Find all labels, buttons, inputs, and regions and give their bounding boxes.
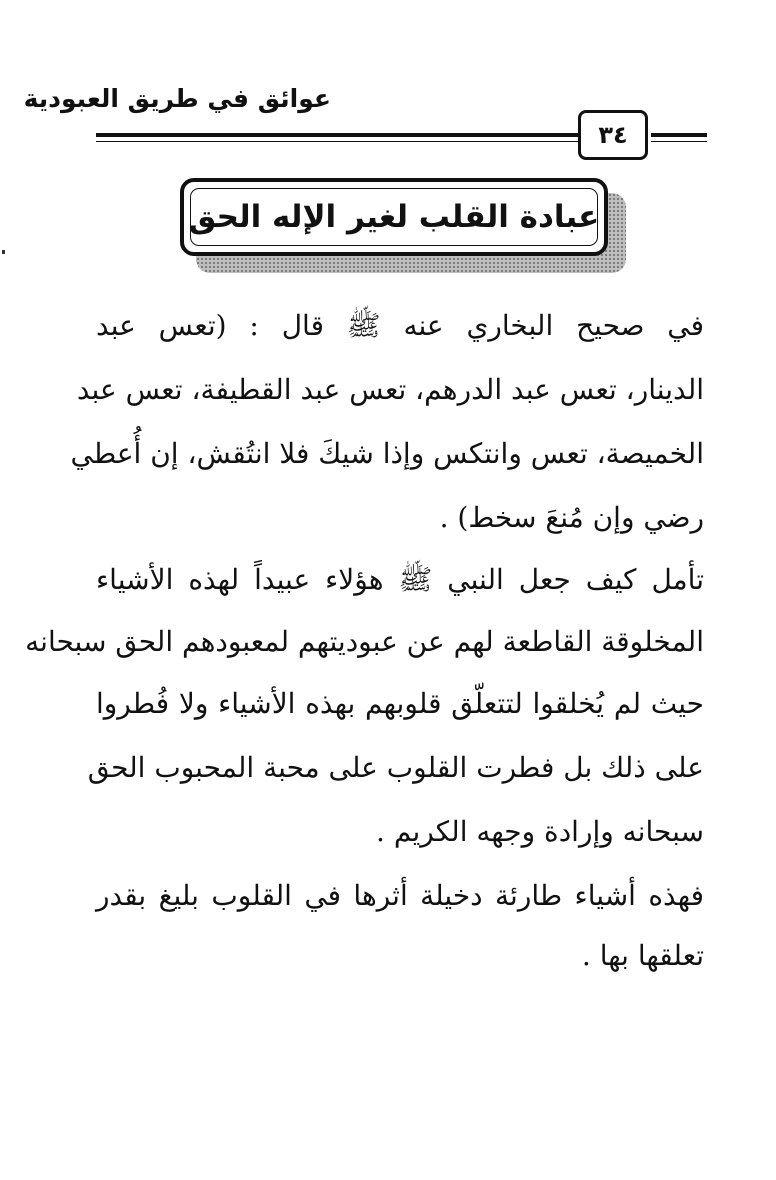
section-title: عبادة القلب لغير الإله الحق: [188, 199, 600, 235]
header-rule-thin-right: [651, 141, 707, 142]
body-line-10: فهذه أشياء طارئة دخيلة أثرها في القلوب بليغ بقدر: [96, 879, 704, 912]
section-title-inner-frame: [190, 188, 598, 246]
section-title-box: [180, 178, 608, 256]
page-number: ٣٤: [578, 110, 648, 160]
scan-speck: [2, 250, 5, 254]
body-line-4: رضي وإن مُنعَ سخط) .: [439, 501, 704, 534]
header-rule-thin-left: [96, 141, 578, 142]
body-line-5: تأمل كيف جعل النبي ﷺ هؤلاء عبيداً لهذه الأشياء: [96, 563, 704, 596]
body-line-6: المخلوقة القاطعة لهم عن عبوديتهم لمعبودهم الحق سبحانه: [25, 625, 704, 658]
body-line-1: في صحيح البخاري عنه ﷺ قال : (تعس عبد: [96, 309, 704, 342]
body-line-2: الدينار، تعس عبد الدرهم، تعس عبد القطيفة، تعس عبد: [76, 373, 704, 406]
body-line-9: سبحانه وإرادة وجهه الكريم .: [376, 815, 704, 848]
body-line-8: على ذلك بل فطرت القلوب على محبة المحبوب الحق: [87, 751, 704, 784]
header-rule-thick-right: [651, 133, 707, 137]
body-line-11: تعلقها بها .: [581, 939, 704, 972]
body-line-3: الخميصة، تعس وانتكس وإذا شيكَ فلا انتُقش، إن أُعطي: [70, 437, 704, 470]
running-title: عوائق في طريق العبودية: [23, 84, 331, 113]
body-line-7: حيث لم يُخلقوا لتتعلّق قلوبهم بهذه الأشياء ولا فُطروا: [96, 687, 704, 720]
header-rule-thick-left: [96, 133, 578, 137]
